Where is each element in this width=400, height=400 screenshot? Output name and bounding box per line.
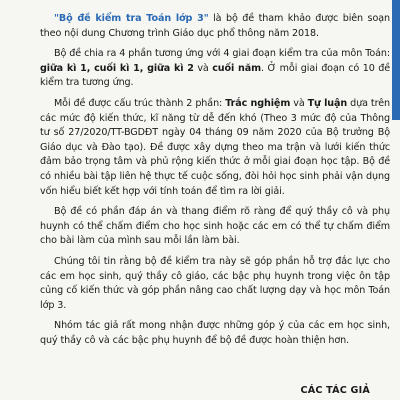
signature: CÁC TÁC GIẢ xyxy=(300,385,370,396)
book-title: "Bộ đề kiểm tra Toán lớp 3" xyxy=(54,13,209,24)
paragraph-answers: Bộ đề có phần đáp án và thang điểm rõ ràng để quý thầy cô và phụ huynh có thể chấm điểm cho học sinh hoặc các em có thể tự chấm điểm cho bài làm của mình sau mỗi lần làm bài. xyxy=(40,206,390,247)
paragraph-intro: "Bộ đề kiểm tra Toán lớp 3" là bộ đề tham khảo được biên soạn theo nội dung Chương trình Giáo dục phổ thông năm 2018. xyxy=(40,13,390,39)
paragraph-belief: Chúng tôi tin rằng bộ đề kiểm tra này sẽ góp phần hỗ trợ đắc lực cho các em học sinh, quý thầy cô giáo, các bậc phụ huynh trong việc ôn tập củng cố kiến thức và góp phần nâng cao chất lượng dạy và học môn Toán lớp 3. xyxy=(40,255,390,311)
paragraph-format: Mỗi đề được cấu trúc thành 2 phần: Trắc nghiệm và Tự luận dựa trên các mức độ kiến thức, kĩ năng từ dễ đến khó (Theo 3 mức độ của Thông tư số 27/2020/TT-BGDĐT ngày 04 tháng 09 năm 2020 của Bộ trưởng Bộ Giáo dục và Đào tạo). Đề được xây dựng theo ma trận và lưới kiến thức đảm bảo trọng tâm và phủ rộng kiến thức ở mỗi giai đoạn học tập. Bộ đề có nhiều bài tập liên hệ thực tế cuộc sống, đòi hỏi học sinh phải vận dụng vốn hiểu biết kết hợp với tính toán để tìm ra lời giải. xyxy=(40,97,390,197)
paragraph-structure: Bộ đề chia ra 4 phần tương ứng với 4 giai đoạn kiểm tra của môn Toán: giữa kì 1, cuối kì 1, giữa kì 2 và cuối năm. Ở mỗi giai đoạn có 10 đề kiểm tra tương ứng. xyxy=(40,48,391,89)
corner-decoration xyxy=(392,0,400,120)
preface-body xyxy=(40,12,390,354)
paragraph-feedback: Nhóm tác giả rất mong nhận được những góp ý của các em học sinh, quý thầy cô và các bậc phụ huynh để bộ đề được hoàn thiện hơn. xyxy=(40,320,390,346)
